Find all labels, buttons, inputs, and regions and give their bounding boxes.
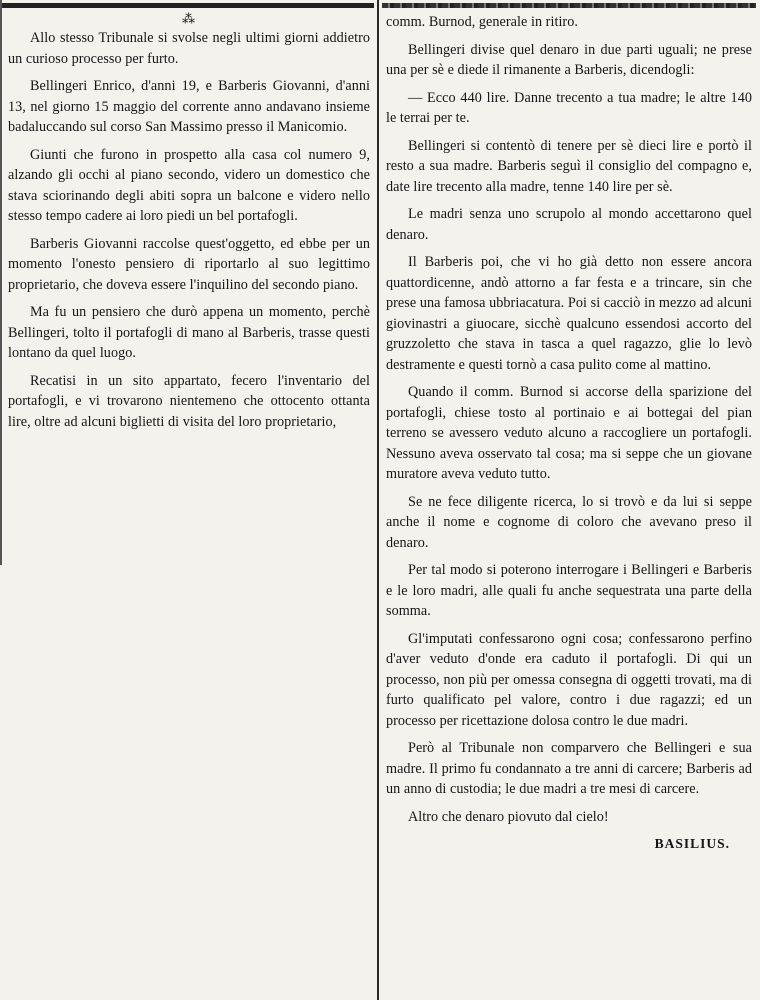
article-paragraph: — Ecco 440 lire. Danne trecento a tua madre; le altre 140 le terrai per te. bbox=[386, 89, 752, 126]
article-paragraph: Giunti che furono in prospetto alla casa col numero 9, alzando gli occhi al piano secondo, videro un domestico che stava sciorinando degli abiti sopra un balcone e videro nello stesso tempo cadere ai loro piedi un bel portafogli. bbox=[8, 146, 370, 224]
article-paragraph: Gl'imputati confessarono ogni cosa; confessarono perfino d'aver veduto d'onde era caduto il portafogli. Di qui un processo, non più per omessa consegna di oggetti trovati, ma di furto qualificato pel valore, contro i due ragazzi; ed un processo per ricettazione dolosa contro le due madri. bbox=[386, 630, 752, 729]
article-paragraph: Quando il comm. Burnod si accorse della sparizione del portafogli, chiese tosto al portinaio e ai bottegai del pian terreno se avessero veduto alcuno a raccogliere un portafogli. Nessuno aveva osservato tal cosa; ma si seppe che un giovane muratore aveva veduto tutto. bbox=[386, 384, 752, 482]
top-rule-right bbox=[382, 3, 756, 8]
asterism-glyph: ⁂ bbox=[182, 11, 196, 26]
left-border-line bbox=[0, 0, 2, 565]
column-divider bbox=[377, 0, 379, 1000]
article-paragraph: Allo stesso Tribunale si svolse negli ultimi giorni addietro un curioso processo per furto. bbox=[8, 30, 370, 67]
article-paragraph: Il Barberis poi, che vi ho già detto non essere ancora quattordicenne, andò attorno a far festa e a trincare, sin che prese una famosa ubbriacatura. Poi si cacciò in mezzo ad alcuni giovinastri a giuocare, sicchè qualcuno essendosi accorto del gruzzoletto che stava in tasca a quel ragazzo, glie lo levò destramente e questi tornò a casa pulito come al mattino. bbox=[386, 254, 752, 373]
left-column bbox=[8, 12, 370, 439]
asterism-separator bbox=[8, 12, 370, 28]
top-rule-left bbox=[2, 3, 374, 8]
article-paragraph: Recatisi in un sito appartato, fecero l'inventario del portafogli, e vi trovarono nientemeno che ottocento ottanta lire, oltre ad alcuni biglietti di visita del loro proprietario, bbox=[8, 372, 370, 430]
right-column bbox=[386, 12, 752, 855]
article-paragraph: Se ne fece diligente ricerca, lo si trovò e da lui si seppe anche il nome e cognome di coloro che avevano preso il denaro. bbox=[386, 493, 752, 551]
article-paragraph-continued: comm. Burnod, generale in ritiro. bbox=[386, 14, 578, 30]
article-paragraph: Bellingeri si contentò di tenere per sè dieci lire e portò il resto a sua madre. Barberis seguì il consiglio del compagno e, date lire trecento alla madre, tenne 140 lire per sè. bbox=[386, 137, 752, 195]
article-paragraph: Bellingeri divise quel denaro in due parti uguali; ne prese una per sè e diede il rimanente a Barberis, dicendogli: bbox=[386, 41, 752, 78]
author-signature: BASILIUS. bbox=[654, 836, 730, 851]
article-paragraph: Bellingeri Enrico, d'anni 19, e Barberis Giovanni, d'anni 13, nel giorno 15 maggio del corrente anno andavano insieme badaluccando sul corso San Massimo presso il Manicomio. bbox=[8, 78, 370, 135]
article-paragraph: Altro che denaro piovuto dal cielo! bbox=[408, 808, 609, 825]
article-paragraph: Ma fu un pensiero che durò appena un momento, perchè Bellingeri, tolto il portafogli di mano al Barberis, trasse questi lontano da quel luogo. bbox=[8, 304, 370, 361]
article-paragraph: Però al Tribunale non comparvero che Bellingeri e sua madre. Il primo fu condannato a tre anni di carcere; Barberis ad un anno di custodia; le due madri a tre mesi di carcere. bbox=[386, 740, 752, 797]
article-paragraph: Per tal modo si poterono interrogare i Bellingeri e Barberis e le loro madri, alle quali fu anche sequestrata una parte della somma. bbox=[386, 562, 752, 619]
article-paragraph: Le madri senza uno scrupolo al mondo accettarono quel denaro. bbox=[386, 206, 752, 243]
article-paragraph: Barberis Giovanni raccolse quest'oggetto, ed ebbe per un momento l'onesto pensiero di riportarlo al suo legittimo proprietario, che doveva essere l'inquilino del secondo piano. bbox=[8, 235, 370, 293]
